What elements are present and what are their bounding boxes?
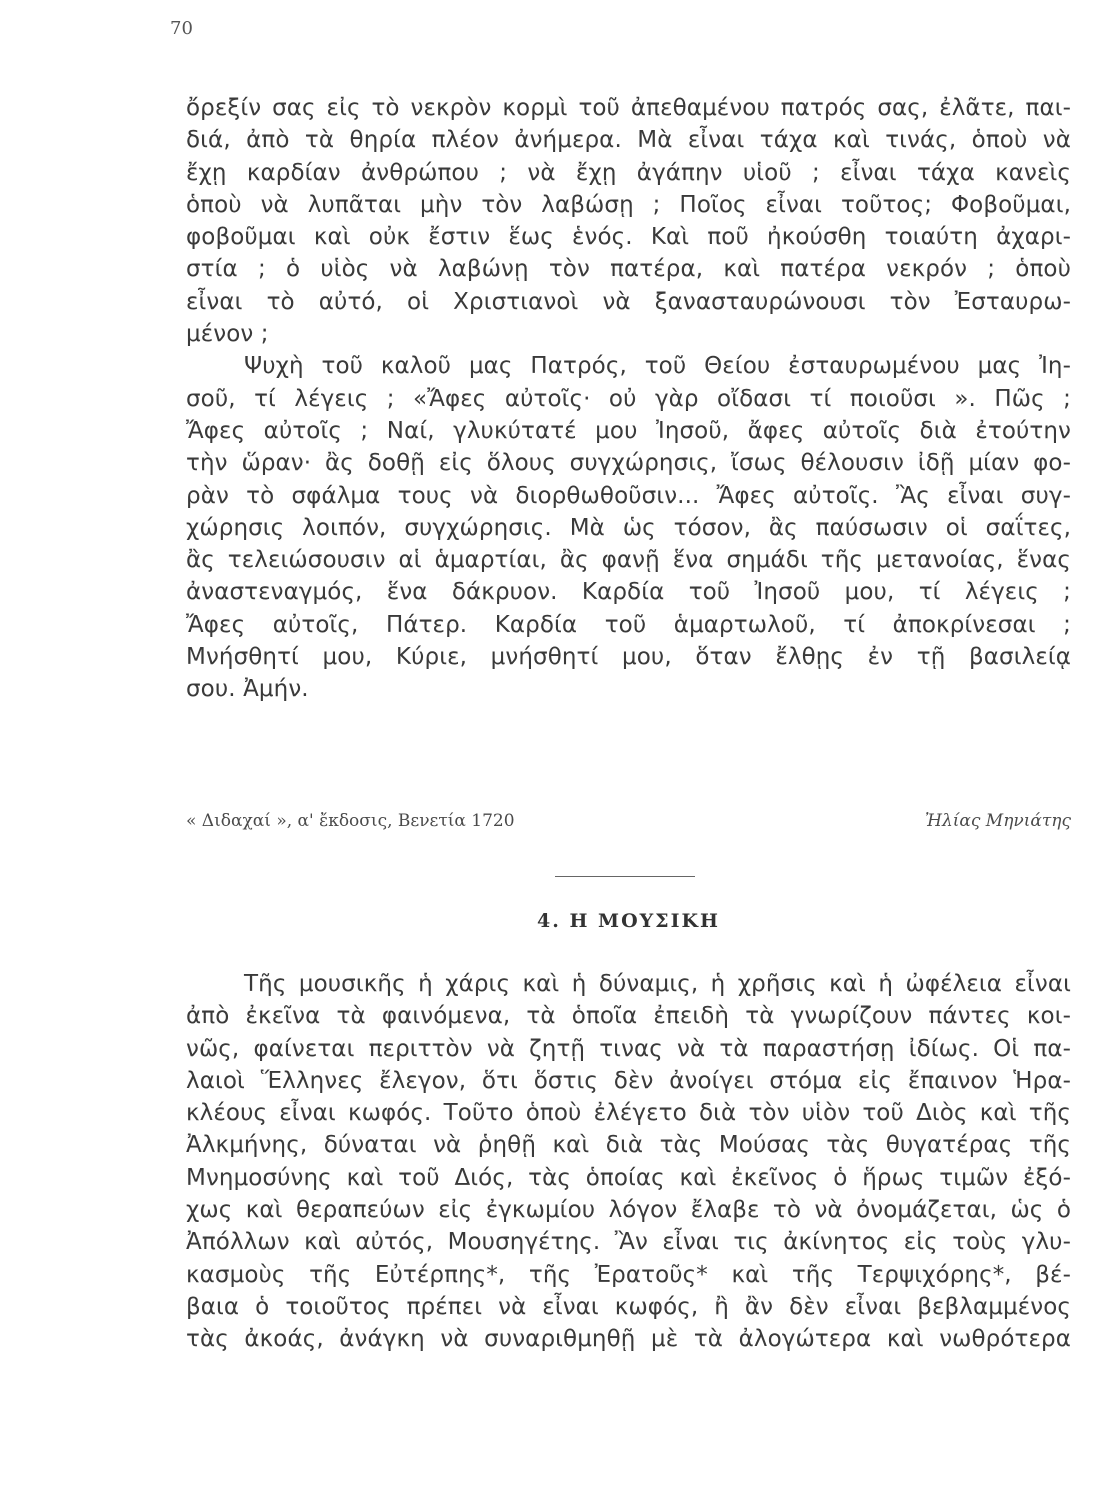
text-line: στία ; ὁ υἱὸς νὰ λαβώνῃ τὸν πατέρα, καὶ πατέρα νεκρόν ; ὁποὺ: [186, 256, 1071, 283]
text-line: ρὰν τὸ σφάλμα τους νὰ διορθωθοῦσιν... Ἄφες αὐτοῖς. Ἂς εἶναι συγ-: [186, 482, 1071, 509]
text-line: Ἄφες αὐτοῖς ; Ναί, γλυκύτατέ μου Ἰησοῦ, ἄφες αὐτοῖς διὰ ἐτούτην: [186, 417, 1071, 444]
page-number: 70: [170, 18, 193, 39]
text-line: ἔχῃ καρδίαν ἀνθρώπου ; νὰ ἔχῃ ἀγάπην υἱοῦ ; εἶναι τάχα κανεὶς: [186, 159, 1071, 186]
source-attribution: [186, 811, 1071, 835]
text-line: ἀπὸ ἐκεῖνα τὰ φαινόμενα, τὰ ὁποῖα ἐπειδὴ τὰ γνωρίζουν πάντες κοι-: [186, 1003, 1071, 1030]
text-line: σοῦ, τί λέγεις ; «Ἄφες αὐτοῖς· οὐ γὰρ οἴδασι τί ποιοῦσι ». Πῶς ;: [186, 385, 1071, 412]
text-line: ὁποὺ νὰ λυπᾶται μὴν τὸν λαβώσῃ ; Ποῖος εἶναι τοῦτος; Φοβοῦμαι,: [186, 191, 1071, 218]
text-line: Ἄφες αὐτοῖς, Πάτερ. Καρδία τοῦ ἁμαρτωλοῦ, τί ἀποκρίνεσαι ;: [186, 611, 1071, 638]
text-line: Ἀλκμήνης, δύναται νὰ ῥηθῇ καὶ διὰ τὰς Μούσας τὰς θυγατέρας τῆς: [186, 1132, 1071, 1159]
text-line: κλέους εἶναι κωφός. Τοῦτο ὁποὺ ἐλέγετο διὰ τὸν υἱὸν τοῦ Διὸς καὶ τῆς: [186, 1100, 1071, 1127]
text-line: κασμοὺς τῆς Εὐτέρπης*, τῆς Ἐρατοῦς* καὶ τῆς Τερψιχόρης*, βέ-: [186, 1261, 1071, 1288]
text-line: λαιοὶ Ἕλληνες ἔλεγον, ὅτι ὅστις δὲν ἀνοίγει στόμα εἰς ἔπαινον Ἡρα-: [186, 1067, 1071, 1094]
text-line: ἀναστεναγμός, ἕνα δάκρυον. Καρδία τοῦ Ἰησοῦ μου, τί λέγεις ;: [186, 579, 1071, 606]
text-line: χώρησις λοιπόν, συγχώρησις. Μὰ ὡς τόσον, ἂς παύσωσιν οἱ σαΐτες,: [186, 514, 1071, 541]
text-line: νῶς, φαίνεται περιττὸν νὰ ζητῇ τινας νὰ τὰ παραστήσῃ ἰδίως. Οἱ πα-: [186, 1035, 1071, 1062]
source-author: Ἠλίας Μηνιάτης: [925, 811, 1071, 831]
paragraph-first-line: Τῆς μουσικῆς ἡ χάρις καὶ ἡ δύναμις, ἡ χρῆσις καὶ ἡ ὠφέλεια εἶναι: [244, 971, 1071, 997]
paragraph-first-line: Ψυχὴ τοῦ καλοῦ μας Πατρός, τοῦ Θείου ἐσταυρωμένου μας Ἰη-: [244, 353, 1071, 380]
text-line: βαια ὁ τοιοῦτος πρέπει νὰ εἶναι κωφός, ἢ ἂν δὲν εἶναι βεβλαμμένος: [186, 1293, 1071, 1320]
text-line: ἂς τελειώσουσιν αἱ ἁμαρτίαι, ἂς φανῇ ἕνα σημάδι τῆς μετανοίας, ἕνας: [186, 547, 1071, 574]
text-line: τὴν ὥραν· ἂς δοθῇ εἰς ὅλους συγχώρησις, ἴσως θέλουσιν ἰδῇ μίαν φο-: [186, 450, 1071, 477]
text-line: ὄρεξίν σας εἰς τὸ νεκρὸν κορμὶ τοῦ ἀπεθαμένου πατρός σας, ἐλᾶτε, παι-: [186, 95, 1071, 121]
text-line: σου. Ἀμήν.: [186, 676, 309, 703]
text-line: Ἀπόλλων καὶ αὐτός, Μουσηγέτης. Ἂν εἶναι τις ἀκίνητος εἰς τοὺς γλυ-: [186, 1229, 1071, 1256]
text-line: μένον ;: [186, 321, 269, 348]
text-line: φοβοῦμαι καὶ οὐκ ἔστιν ἕως ἑνός. Καὶ ποῦ ἠκούσθη τοιαύτη ἀχαρι-: [186, 224, 1071, 251]
text-line: Μνήσθητί μου, Κύριε, μνήσθητί μου, ὅταν ἔλθῃς ἐν τῇ βασιλείᾳ: [186, 644, 1071, 671]
text-line: εἶναι τὸ αὐτό, οἱ Χριστιανοὶ νὰ ξανασταυρώνουσι τὸν Ἐσταυρω-: [186, 288, 1071, 315]
text-line: Μνημοσύνης καὶ τοῦ Διός, τὰς ὁποίας καὶ ἐκεῖνος ὁ ἥρως τιμῶν ἐξό-: [186, 1164, 1071, 1191]
section-divider: [555, 876, 695, 877]
section-heading: 4. Η ΜΟΥΣΙΚΗ: [537, 910, 720, 932]
text-line: χως καὶ θεραπεύων εἰς ἐγκωμίου λόγον ἔλαβε τὸ νὰ ὀνομάζεται, ὡς ὁ: [186, 1197, 1071, 1224]
text-line: τὰς ἀκοάς, ἀνάγκη νὰ συναριθμηθῇ μὲ τὰ ἀλογώτερα καὶ νωθρότερα: [186, 1326, 1071, 1353]
text-line: διά, ἀπὸ τὰ θηρία πλέον ἀνήμερα. Μὰ εἶναι τάχα καὶ τινάς, ὁποὺ νὰ: [186, 127, 1071, 154]
music-passage: [186, 968, 1071, 1356]
source-citation: « Διδαχαί », α' ἔκδοσις, Βενετία 1720: [186, 811, 515, 831]
sermon-passage: [186, 92, 1071, 706]
